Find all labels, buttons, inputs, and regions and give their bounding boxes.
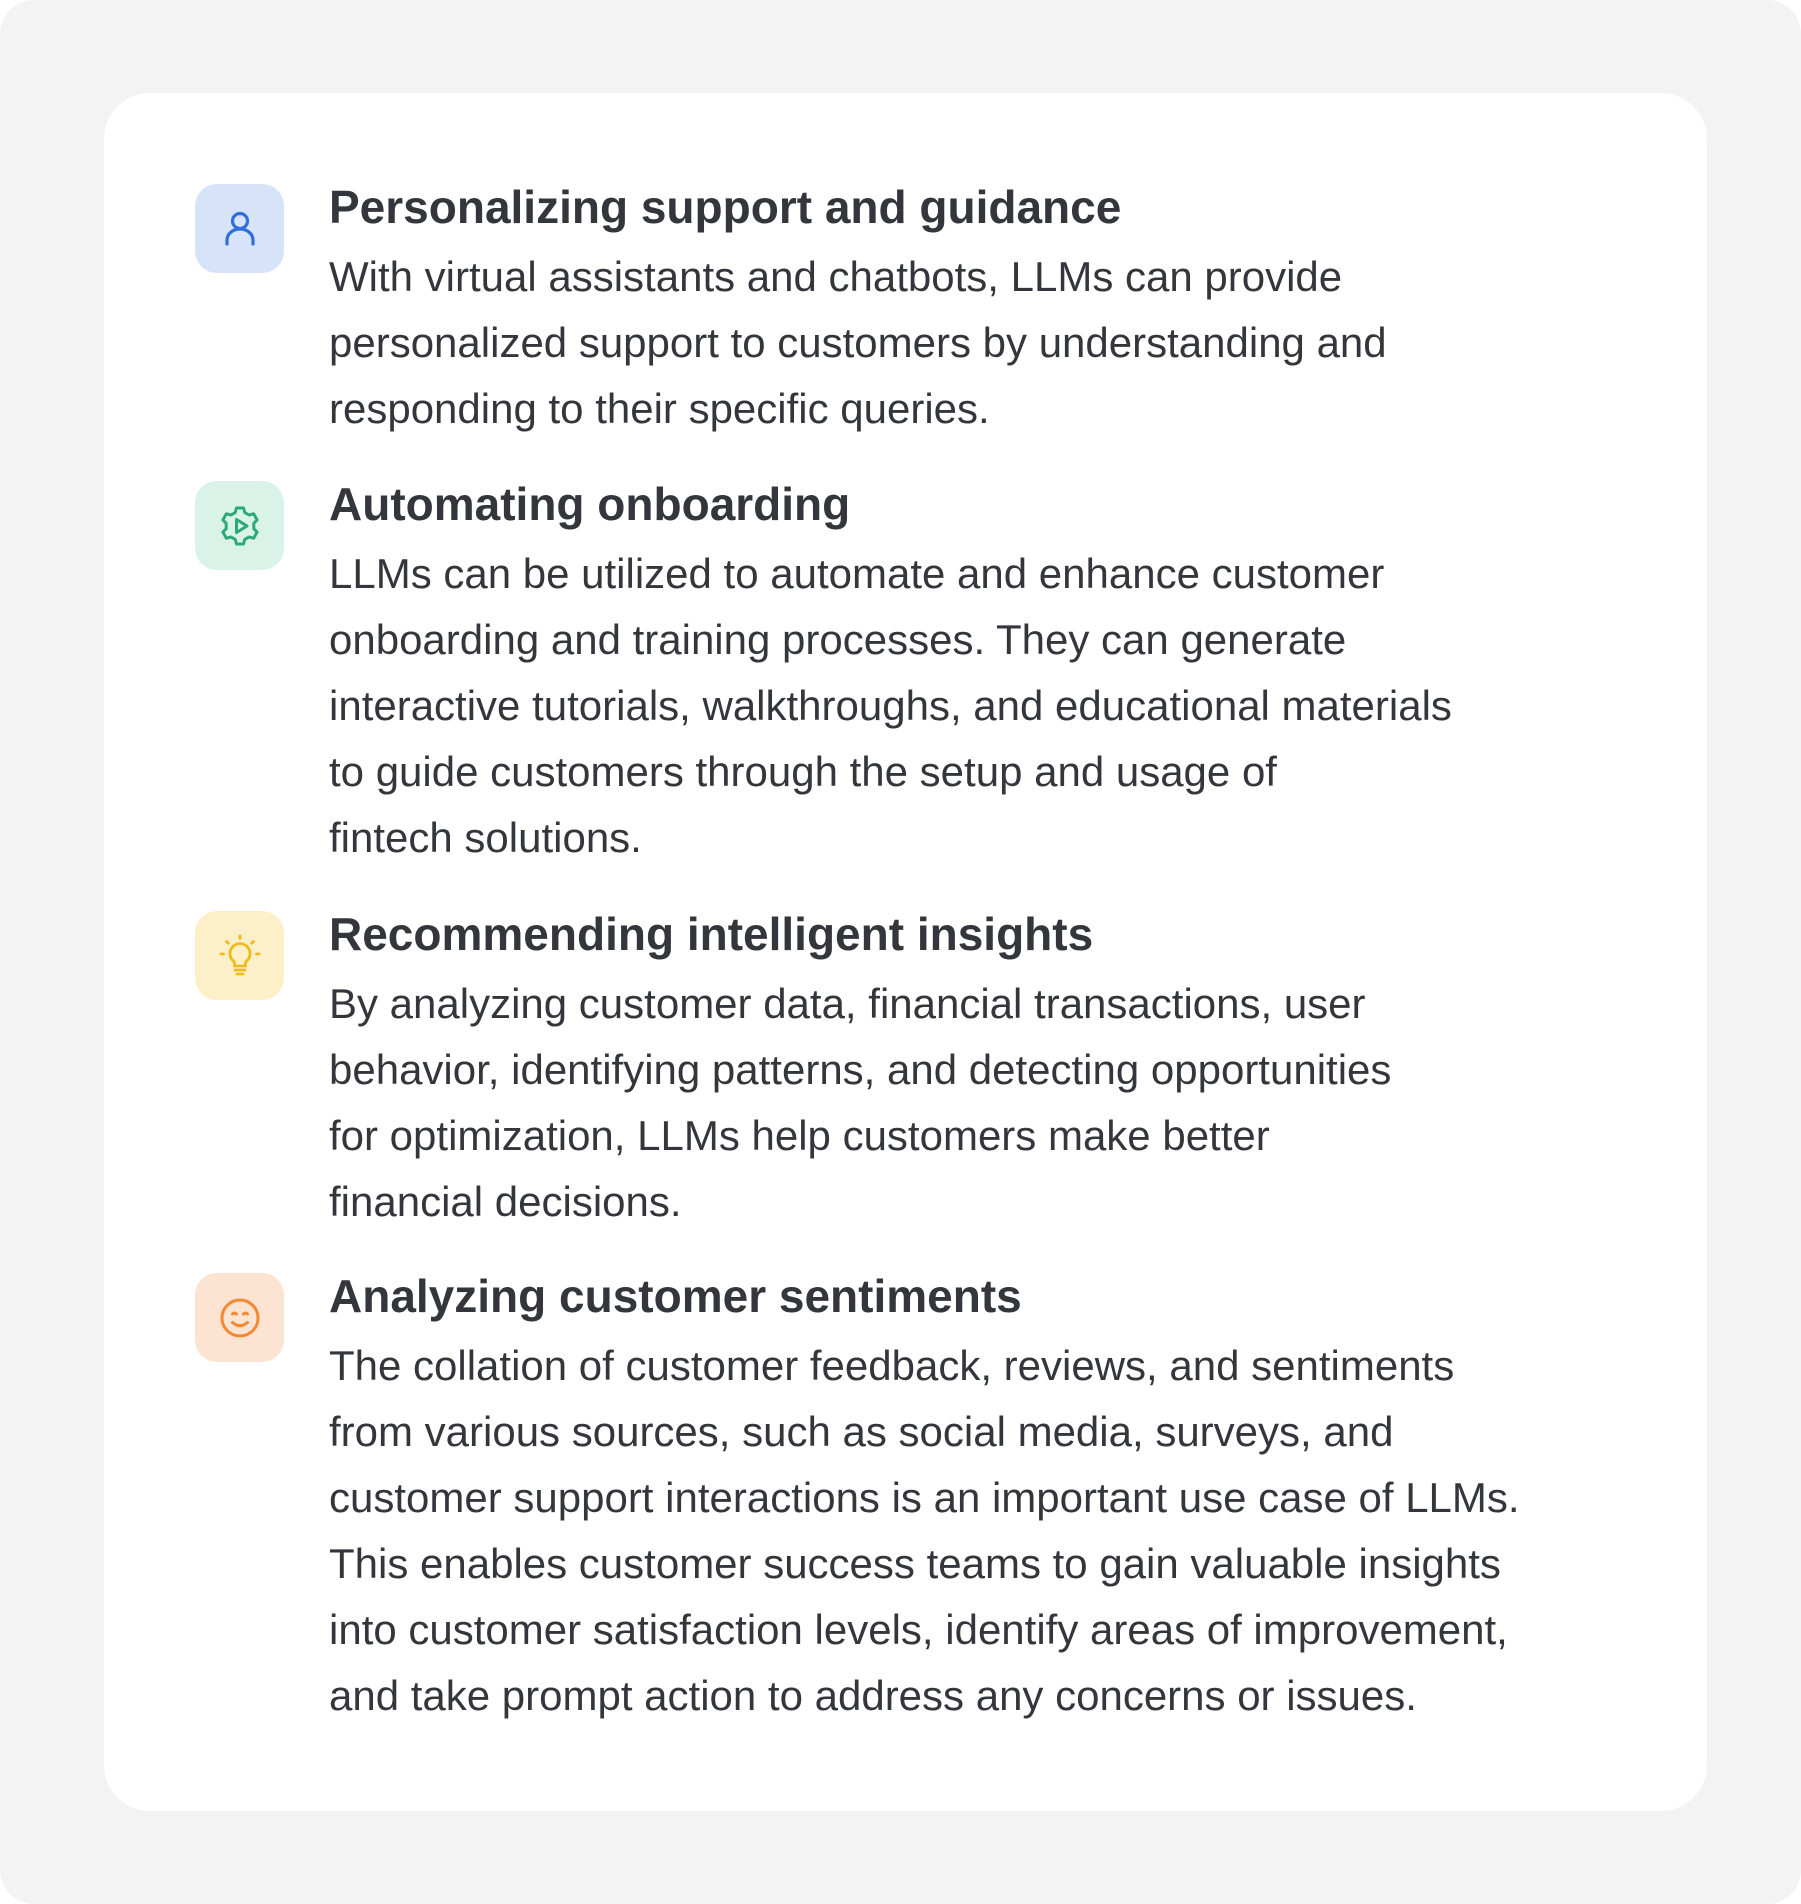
gear-play-icon: [216, 502, 264, 550]
user-icon: [216, 205, 264, 253]
use-case-title: Automating onboarding: [329, 478, 851, 530]
use-case-text: [329, 908, 1629, 1235]
use-case-text: [329, 181, 1629, 442]
description-line: fintech solutions.: [329, 814, 642, 861]
gear-play-icon-tile: [195, 481, 284, 570]
user-icon-tile: [195, 184, 284, 273]
description-line: and take prompt action to address any concerns or issues.: [329, 1672, 1417, 1719]
use-case-title: Analyzing customer sentiments: [329, 1270, 1022, 1322]
use-case-description: [329, 971, 1629, 1235]
smiley-icon-tile: [195, 1273, 284, 1362]
lightbulb-icon: [216, 932, 264, 980]
description-line: By analyzing customer data, financial transactions, user: [329, 980, 1366, 1027]
description-line: The collation of customer feedback, reviews, and sentiments: [329, 1342, 1455, 1389]
description-line: customer support interactions is an important use case of LLMs.: [329, 1474, 1520, 1521]
smiley-icon: [216, 1294, 264, 1342]
description-line: for optimization, LLMs help customers make better: [329, 1112, 1270, 1159]
description-line: behavior, identifying patterns, and detecting opportunities: [329, 1046, 1392, 1093]
description-line: onboarding and training processes. They can generate: [329, 616, 1347, 663]
description-line: LLMs can be utilized to automate and enhance customer: [329, 550, 1385, 597]
description-line: With virtual assistants and chatbots, LLMs can provide: [329, 253, 1343, 300]
lightbulb-icon-tile: [195, 911, 284, 1000]
use-case-description: [329, 1333, 1629, 1729]
description-line: to guide customers through the setup and usage of: [329, 748, 1277, 795]
use-case-title: Personalizing support and guidance: [329, 181, 1122, 233]
description-line: financial decisions.: [329, 1178, 682, 1225]
use-case-text: [329, 478, 1629, 871]
description-line: from various sources, such as social media, surveys, and: [329, 1408, 1394, 1455]
description-line: interactive tutorials, walkthroughs, and educational materials: [329, 682, 1452, 729]
description-line: This enables customer success teams to gain valuable insights: [329, 1540, 1501, 1587]
use-case-description: [329, 541, 1629, 871]
use-case-title: Recommending intelligent insights: [329, 908, 1094, 960]
use-cases-card: [104, 93, 1707, 1811]
description-line: responding to their specific queries.: [329, 385, 990, 432]
use-case-description: [329, 244, 1629, 442]
description-line: personalized support to customers by understanding and: [329, 319, 1387, 366]
description-line: into customer satisfaction levels, identify areas of improvement,: [329, 1606, 1508, 1653]
use-case-text: [329, 1270, 1629, 1729]
